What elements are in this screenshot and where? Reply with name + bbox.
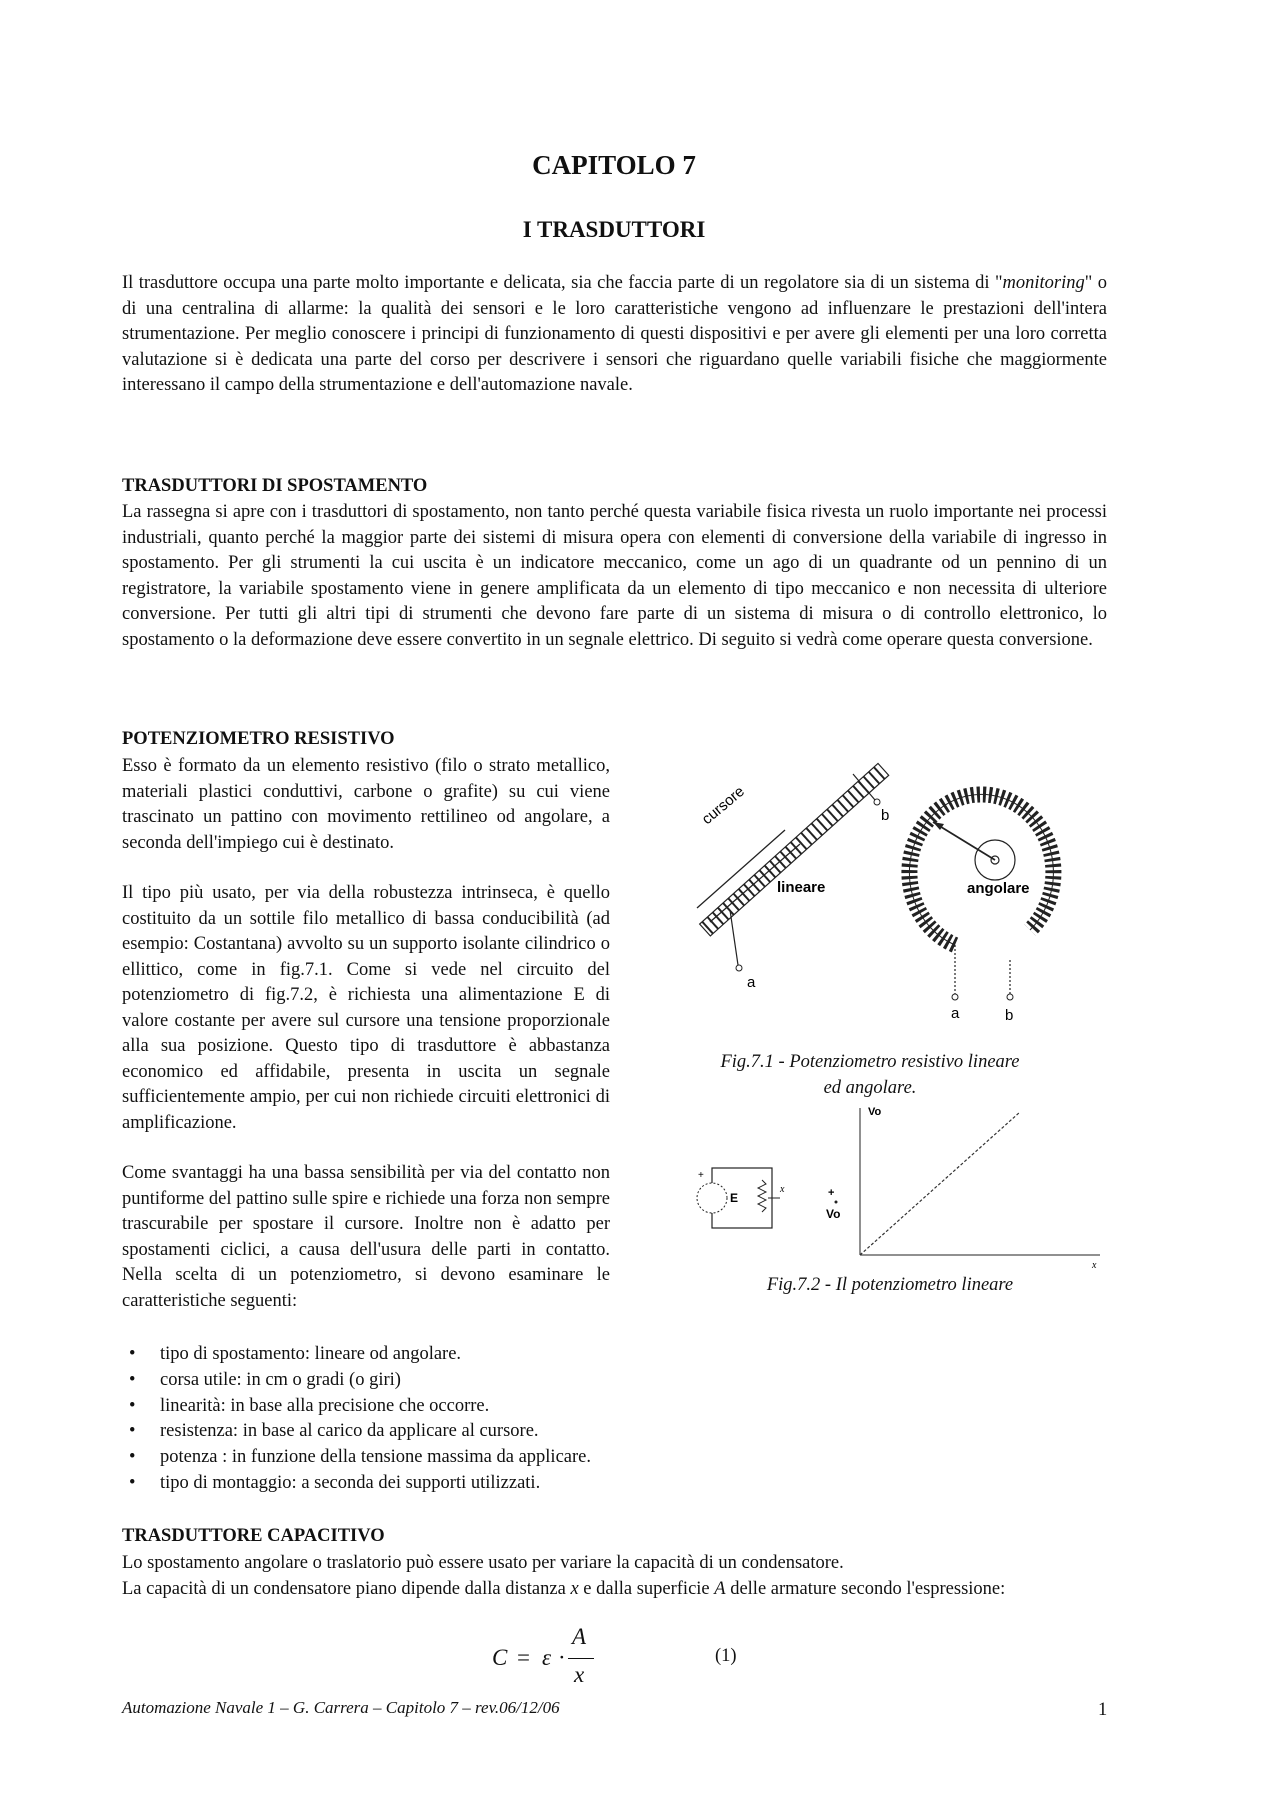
capacitivo-paragraph-2 xyxy=(122,1577,1107,1603)
label-x-axis: x xyxy=(1092,1260,1097,1270)
bullet-icon: • xyxy=(129,1395,136,1416)
list-item xyxy=(122,1471,591,1497)
list-item-text: corsa utile: in cm o gradi (o giri) xyxy=(160,1369,401,1390)
variable-x: x xyxy=(570,1579,579,1599)
potenziometro-paragraph-2: Il tipo più usato, per via della robustezza intrinseca, è quello costituito da un sottile filo metallico di bassa conducibilità (ad esempio: Costantana) avvolto su un supporto isolante cilindrico o ellittico, come in fig.7.1. Come si vede nel circuito del potenziometro di fig.7.2, è richiesta una alimentazione E di valore costante per avere sul cursore una tensione proporzionale alla sua posizione. Questo tipo di trasduttore è abbastanza economico ed affidabile, presenta in uscita un segnale sufficientemente ampio, per cui non richiede circuiti elettronici di amplificazione. xyxy=(122,883,610,1133)
capacitivo-paragraph-1: Lo spostamento angolare o traslatorio può essere usato per variare la capacità di un condensatore. xyxy=(122,1553,844,1573)
list-item xyxy=(122,1445,591,1471)
linear-potentiometer-drawing xyxy=(697,763,889,991)
bullet-icon: • xyxy=(129,1344,136,1364)
text-run: delle armature secondo l'espressione: xyxy=(725,1579,1006,1599)
formula-denominator: x xyxy=(574,1662,585,1687)
bullet-icon: • xyxy=(129,1447,136,1468)
spostamento-paragraph: La rassegna si apre con i trasduttori di spostamento, non tanto perché questa variabile fisica rivesta un ruolo importante nei processi industriali, quanto perché la maggior parte dei sistemi di misura opera con elementi di conversione della variabile di ingresso in spostamento. Per gli strumenti la cui uscita è un indicatore meccanico, come un ago di un quadrante od un pennino di un registratore, la variabile spostamento viene in genere amplificata da un elemento di tipo meccanico e non necessita di ulteriore conversione. Per tutti gli altri tipi di strumenti che devono fare parte di un sistema di misura o di controllo elettronico, lo spostamento o la deformazione deve essere convertito in un segnale elettrico. Di seguito si vedrà come operare questa conversione. xyxy=(122,502,1107,650)
formula-epsilon: ε xyxy=(542,1645,552,1670)
figure-7-2-caption: Fig.7.2 - Il potenziometro lineare xyxy=(766,1275,1014,1295)
intro-text-start: Il trasduttore occupa una parte molto importante e delicata, sia che faccia parte di un regolatore sia di un sistema di " xyxy=(122,273,1003,293)
label-lineare: lineare xyxy=(777,879,826,896)
potenziometro-paragraph-1: Esso è formato da un elemento resistivo (filo o strato metallico, materiali plastici conduttivi, carbone o grafite) su cui viene trascinato un pattino con movimento rettilineo od angolare, a seconda dell'impiego cui è destinato. xyxy=(122,756,610,853)
label-b-angular: b xyxy=(1005,1007,1014,1024)
figure-potentiometers xyxy=(685,760,1085,1025)
label-vo-axis: Vo xyxy=(868,1106,882,1118)
list-item-text: tipo di spostamento: lineare od angolare. xyxy=(160,1344,462,1364)
intro-italic-term: monitoring xyxy=(1002,273,1085,293)
intro-paragraph xyxy=(122,271,1107,399)
figure-potentiometer-circuit xyxy=(690,1100,1110,1270)
fraction-bar xyxy=(568,1658,594,1659)
caption-line: ed angolare. xyxy=(823,1078,917,1098)
section-title-spostamento: TRASDUTTORI DI SPOSTAMENTO xyxy=(122,476,428,496)
label-x-slider: x xyxy=(780,1184,785,1195)
output-graph xyxy=(860,1106,1100,1270)
text-run: e dalla superficie xyxy=(578,1579,715,1599)
bullet-icon: • xyxy=(129,1369,136,1390)
variable-a: A xyxy=(714,1579,726,1599)
list-item xyxy=(122,1342,591,1368)
chapter-heading: CAPITOLO 7 xyxy=(532,150,696,180)
list-item-text: tipo di montaggio: a seconda dei supporti utilizzati. xyxy=(160,1472,541,1493)
section-title-capacitivo: TRASDUTTORE CAPACITIVO xyxy=(122,1526,385,1546)
list-item xyxy=(122,1368,591,1394)
caption-line: Fig.7.1 - Potenziometro resistivo lineare xyxy=(720,1052,1020,1072)
circuit-diagram xyxy=(697,1168,840,1228)
list-item xyxy=(122,1394,591,1420)
formula-equals: = xyxy=(517,1645,530,1670)
list-item xyxy=(122,1419,591,1445)
potenziometro-paragraph-3: Come svantaggi ha una bassa sensibilità per via del contatto non puntiforme del pattino sulle spire e richiede una forza non sempre trascurabile per spostare il cursore. Inoltre non è adatto per spostamenti ciclici, a causa dell'usura delle parti in contatto. Nella scelta di un potenziometro, si devono esaminare le caratteristiche seguenti: xyxy=(122,1163,610,1311)
label-a-angular: a xyxy=(951,1005,960,1022)
page-footer: Automazione Navale 1 – G. Carrera – Capitolo 7 – rev.06/12/06 xyxy=(122,1698,560,1717)
page-number: 1 xyxy=(1098,1700,1108,1720)
angular-potentiometer-drawing xyxy=(909,794,1053,1024)
formula-lhs: C xyxy=(492,1645,508,1670)
label-a-linear: a xyxy=(747,974,756,991)
list-item-text: linearità: in base alla precisione che occorre. xyxy=(160,1395,490,1416)
section-title-potenziometro: POTENZIOMETRO RESISTIVO xyxy=(122,729,395,749)
formula-dot: · xyxy=(558,1645,566,1670)
list-item-text: resistenza: in base al carico da applicare al cursore. xyxy=(160,1421,539,1442)
label-b-linear: b xyxy=(881,807,890,824)
label-plus-out: + xyxy=(828,1187,835,1199)
text-run: La capacità di un condensatore piano dipende dalla distanza xyxy=(122,1579,571,1599)
label-angolare: angolare xyxy=(967,880,1030,897)
characteristics-list xyxy=(122,1342,591,1497)
figure-7-1-caption xyxy=(670,1049,1070,1101)
label-plus: + xyxy=(698,1170,704,1181)
formula-number: (1) xyxy=(715,1646,737,1666)
label-vo-out: Vo xyxy=(826,1207,841,1221)
chapter-title: I TRASDUTTORI xyxy=(522,217,706,242)
list-item-text: potenza : in funzione della tensione massima da applicare. xyxy=(160,1447,591,1468)
label-cursore: cursore xyxy=(698,782,748,829)
formula-numerator: A xyxy=(572,1624,587,1649)
intro-text-end: " o di una centralina di allarme: la qualità dei sensori e le loro caratteristiche vengono ad influenzare le prestazioni dell'intera strumentazione. Per meglio conoscere i principi di funzionamento di questi dispositivi e per avere gli elementi per una loro corretta valutazione si è dedicata una parte del corso per descrivere i sensori che riguardano quelle variabili fisiche che maggiormente interessano il campo della strumentazione e dell'automazione navale. xyxy=(122,273,1107,395)
capacitance-formula xyxy=(490,1624,790,1690)
bullet-icon: • xyxy=(129,1472,136,1493)
label-e: E xyxy=(730,1191,739,1205)
bullet-icon: • xyxy=(129,1421,136,1442)
